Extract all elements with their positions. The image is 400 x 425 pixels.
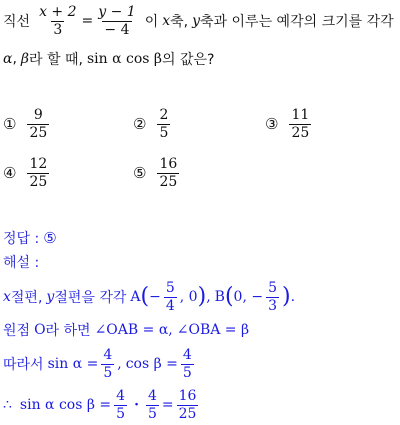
choice-5[interactable] [133, 157, 182, 189]
point-a-fraction [164, 281, 177, 313]
sol-y-var: y [46, 289, 55, 305]
choice-3-fraction [289, 108, 311, 140]
alpha-symbol: α [3, 51, 13, 67]
line1-end: . [290, 289, 296, 305]
solution-line-1 [3, 278, 295, 316]
final-equals: = [161, 397, 174, 413]
choice-1-denominator: 25 [29, 124, 48, 141]
final-result-numerator: 16 [178, 387, 197, 404]
answer-line [3, 228, 57, 248]
choice-2-denominator: 5 [159, 124, 169, 141]
sol-line3-t1: 따라서 [3, 357, 44, 373]
point-a-open-paren: ( [140, 284, 150, 309]
question-line-1 [3, 4, 394, 38]
origin-label: O [34, 322, 46, 338]
choice-4-fraction [27, 157, 49, 189]
question-text-1: 이 [144, 14, 159, 30]
choice-2[interactable] [133, 108, 173, 140]
point-b-open-paren: ( [224, 284, 234, 309]
eq-right-denominator: − 4 [104, 21, 130, 38]
sol-line2-t2: 라 하면 [45, 323, 91, 339]
multiply-dot: · [134, 397, 139, 413]
question-line-2 [3, 48, 214, 70]
sin-denominator: 5 [103, 364, 113, 381]
final-fraction-2 [146, 389, 159, 421]
angle-oba: ∠OBA = β [176, 322, 250, 338]
eq-right-numerator: y − 1 [98, 3, 136, 20]
answer-label: 정답 : [3, 231, 40, 247]
cos-beta-fraction [181, 348, 194, 380]
equals-sign: = [81, 13, 94, 29]
choice-4-mark: ④ [3, 164, 17, 183]
beta-symbol: β [20, 51, 30, 67]
therefore-symbol: ∴ [3, 397, 12, 413]
choice-4[interactable] [3, 157, 52, 189]
x-variable: x [162, 13, 171, 29]
solution-label: 해설 : [3, 255, 40, 271]
sol-x-var: x [3, 289, 11, 305]
solution-line-2 [3, 320, 249, 340]
choice-1-fraction [27, 108, 49, 140]
point-b-label: B [214, 289, 225, 305]
final-f1-numerator: 4 [116, 387, 126, 404]
choice-4-denominator: 25 [29, 173, 48, 190]
solution-line-3 [3, 346, 197, 382]
point-a-denominator: 4 [165, 297, 175, 314]
choice-1-mark: ① [3, 115, 17, 134]
choice-5-denominator: 25 [159, 173, 178, 190]
point-b-denominator: 3 [268, 297, 277, 314]
line3-separator: , [117, 356, 122, 372]
question-text-2: 축, [170, 14, 189, 30]
eq-left-denominator: 3 [53, 21, 63, 38]
point-a-close-paren: ) [197, 284, 207, 309]
sol-line2-t1: 원점 [3, 323, 31, 339]
sol-line1-t2: 절편을 각각 [54, 290, 127, 306]
choice-1[interactable] [3, 108, 52, 140]
final-f2-numerator: 4 [147, 387, 157, 404]
point-a-label: A [130, 289, 141, 305]
choice-2-numerator: 2 [159, 107, 169, 123]
point-a-rest: , 0 [179, 289, 198, 305]
point-a-numerator: 5 [165, 279, 175, 296]
question-text-5: 의 값은? [161, 52, 215, 68]
final-fraction-1 [114, 389, 127, 421]
choice-3-numerator: 11 [291, 107, 310, 123]
point-b-fraction [266, 281, 279, 313]
choice-4-numerator: 12 [29, 156, 48, 172]
y-variable: y [192, 13, 201, 29]
eq-left-numerator: x + 2 [39, 3, 77, 20]
angle-oab: ∠OAB = α, [94, 322, 173, 338]
final-f2-denominator: 5 [147, 405, 157, 422]
comma: , [12, 51, 17, 67]
choice-5-fraction [157, 157, 179, 189]
choice-3-denominator: 25 [291, 124, 310, 141]
final-result-fraction [177, 389, 199, 421]
eq-left-fraction [37, 5, 78, 37]
sin-numerator: 4 [103, 346, 113, 363]
sol-line1-t1: 절편, [10, 290, 43, 306]
eq-right-fraction [96, 5, 137, 37]
cos-beta-eq: cos β = [125, 356, 178, 372]
choice-3-mark: ③ [265, 115, 279, 134]
final-f1-denominator: 5 [116, 405, 126, 422]
sin-alpha-eq: sin α = [47, 356, 99, 372]
question-text-4: 라 할 때, [29, 52, 83, 68]
choice-5-mark: ⑤ [133, 164, 147, 183]
choice-5-numerator: 16 [159, 156, 178, 172]
final-expression: sin α cos β = [19, 397, 112, 413]
solution-label-line [3, 252, 39, 272]
point-a-neg: − [149, 289, 161, 305]
question-prefix: 직선 [3, 14, 31, 30]
point-b-close-paren: ) [282, 284, 291, 309]
choice-3[interactable] [265, 108, 314, 140]
solution-line-4 [3, 387, 201, 423]
question-text-3: 축과 이루는 예각의 크기를 각각 [200, 14, 394, 30]
choice-2-mark: ② [133, 115, 147, 134]
point-b-first: 0, − [233, 289, 264, 305]
cos-denominator: 5 [182, 364, 192, 381]
answer-value: ⑤ [43, 229, 57, 247]
point-b-numerator: 5 [268, 279, 277, 296]
choice-2-fraction [157, 108, 170, 140]
final-result-denominator: 25 [178, 405, 197, 422]
sin-alpha-fraction [101, 348, 114, 380]
question-expression: sin α cos β [86, 51, 162, 67]
points-separator: , [206, 289, 211, 305]
cos-numerator: 4 [182, 346, 192, 363]
choice-1-numerator: 9 [33, 107, 43, 123]
